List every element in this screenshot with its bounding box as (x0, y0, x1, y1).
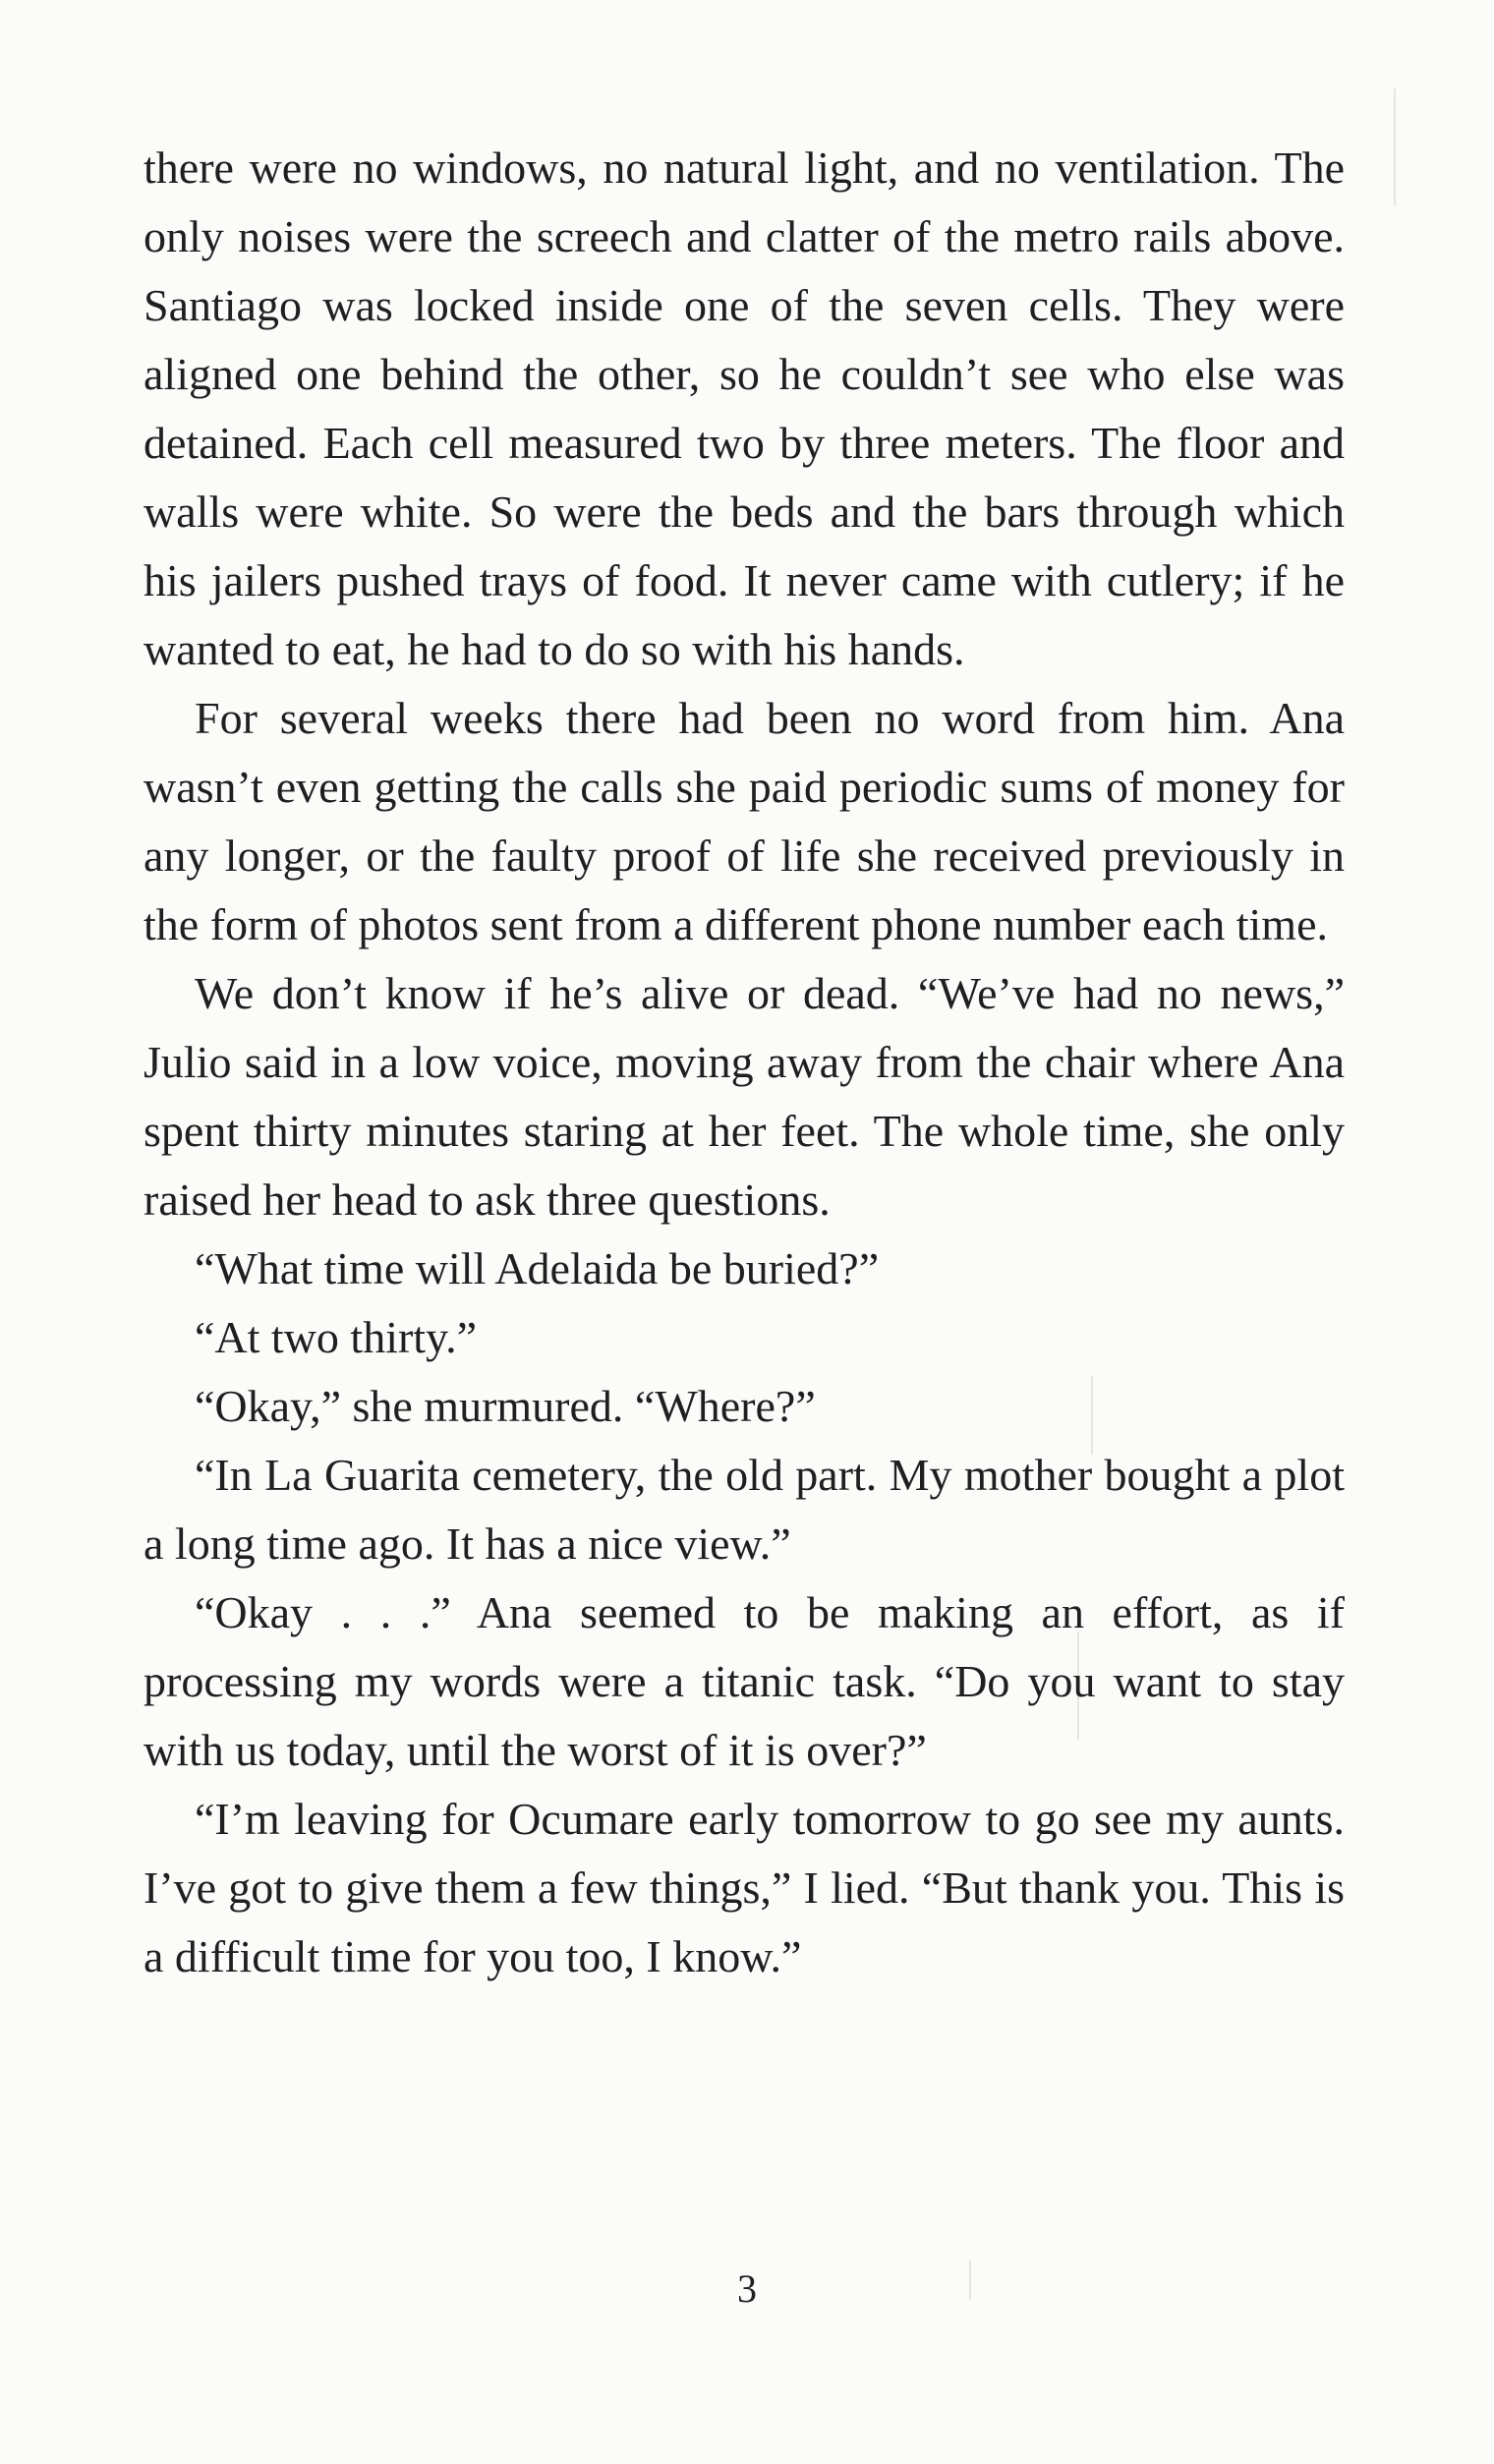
paragraph: “I’m leaving for Ocumare early tomorrow to go see my aunts. I’ve got to give them a few things,” I lied. “But thank you. This is a difficult time for you too, I know.” (144, 1794, 1345, 1981)
paragraph: “At two thirty.” (195, 1312, 478, 1362)
paragraph: “Okay . . .” Ana seemed to be making an effort, as if processing my words were a titanic task. “Do you want to stay with us today, until the worst of it is over?” (144, 1587, 1345, 1775)
paragraph: “In La Guarita cemetery, the old part. My mother bought a plot a long time ago. It has a nice view.” (144, 1450, 1345, 1569)
page-number: 3 (737, 2266, 757, 2311)
paragraph: We don’t know if he’s alive or dead. “We’ve had no news,” Julio said in a low voice, moving away from the chair where Ana spent thirty minutes staring at her feet. The whole time, she only raised her head to ask three questions. (144, 968, 1345, 1225)
paragraph: “Okay,” she murmured. “Where?” (195, 1381, 816, 1431)
paragraph: For several weeks there had been no word from him. Ana wasn’t even getting the calls she paid periodic sums of money for any longer, or the faulty proof of life she received previously in the form of photos sent from a different phone number each time. (144, 693, 1345, 949)
paragraph: “What time will Adelaida be buried?” (195, 1243, 880, 1293)
paragraph: there were no windows, no natural light, and no ventilation. The only noises were the screech and clatter of the metro rails above. Santiago was locked inside one of the seven cells. They were aligned one behind the other, so he couldn’t see who else was detained. Each cell measured two by three meters. The floor and walls were white. So were the beds and the bars through which his jailers pushed trays of food. It never came with cutlery; if he wanted to eat, he had to do so with his hands. (144, 143, 1345, 674)
body-text (144, 134, 1345, 1991)
scan-artifact (1394, 88, 1396, 206)
